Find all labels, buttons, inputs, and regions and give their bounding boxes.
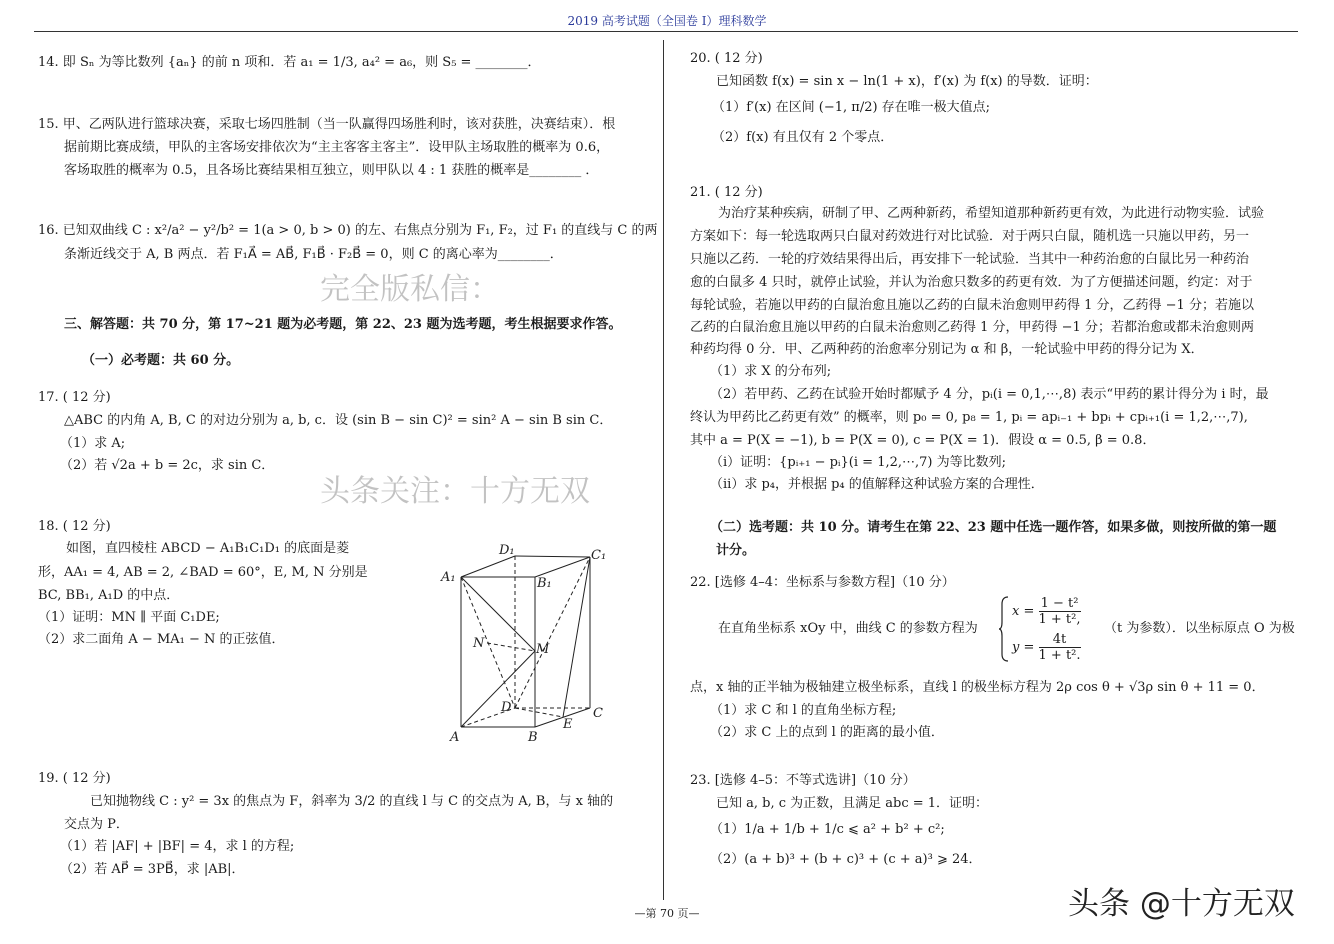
question-21-subpart: （i）证明：{pᵢ₊₁ − pᵢ}(i = 1,2,⋯,7) 为等比数列; xyxy=(710,455,1006,470)
label-M: M xyxy=(536,642,550,657)
question-21-line: 其中 a = P(X = −1), b = P(X = 0), c = P(X = 1)．假设 α = 0.5, β = 0.8． xyxy=(690,433,1156,448)
question-14: 14. 即 Sₙ 为等比数列 {aₙ} 的前 n 项和．若 a₁ = 1/3, a₄² = a₆，则 S₅ = ________． xyxy=(38,55,541,70)
subsection-heading: （一）必考题：共 60 分。 xyxy=(82,353,240,368)
question-22-part: （2）求 C 上的点到 l 的距离的最小值． xyxy=(710,725,944,740)
header-divider xyxy=(34,31,1298,32)
question-22-lead: 在直角坐标系 xOy 中，曲线 C 的参数方程为 xyxy=(718,621,978,636)
param-y: y = $\frac{4t}{\text{1 + t².}}$ xyxy=(1012,632,1081,663)
question-18-title: 18. ( 12 分) xyxy=(38,519,111,534)
question-19-title: 19. ( 12 分) xyxy=(38,771,111,786)
question-21-line: 只施以乙药．一轮的疗效结果得出后，再安排下一轮试验．当其中一种药治愈的白鼠比另一种药治 xyxy=(690,252,1250,267)
label-C1: C₁ xyxy=(591,548,607,563)
question-17-line: △ABC 的内角 A, B, C 的对边分别为 a, b, c．设 (sin B − sin C)² = sin² A − sin B sin C． xyxy=(64,413,613,428)
question-21-line: 种药均得 0 分．甲、乙两种药的治愈率分别记为 α 和 β，一轮试验中甲药的得分记为 X． xyxy=(690,342,1204,357)
column-divider xyxy=(663,40,664,900)
param-x: x = $\frac{\text{1 − t²}}{\text{1 + t²,}}$ xyxy=(1012,596,1081,627)
label-C: C xyxy=(593,706,603,721)
question-20-part: （1）f′(x) 在区间 (−1, π/2) 存在唯一极大值点; xyxy=(712,100,991,115)
question-19-part: （2）若 AP⃗ = 3PB⃗，求 |AB|． xyxy=(60,862,245,877)
question-19-line: 已知抛物线 C : y² = 3x 的焦点为 F，斜率为 3/2 的直线 l 与 C 的交点为 A, B，与 x 轴的 xyxy=(90,794,614,809)
prism-figure xyxy=(425,535,625,750)
question-21-line: 为治疗某种疾病，研制了甲、乙两种新药，希望知道那种新药更有效，为此进行动物实验．试验 xyxy=(718,206,1265,221)
page-header: 2019 高考试题（全国卷 I）理科数学 xyxy=(567,14,767,28)
question-15-line: 15. 甲、乙两队进行篮球决赛，采取七场四胜制（当一队赢得四场胜利时，该对获胜，决赛结束）．根 xyxy=(38,117,616,132)
subsection-heading: 计分。 xyxy=(716,543,756,558)
question-17-part: （2）若 √2a + b = 2c，求 sin C． xyxy=(60,458,275,473)
watermark-line2: 完全版私信： xyxy=(320,272,500,307)
question-21-part: （2）若甲药、乙药在试验开始时都赋予 4 分，pᵢ(i = 0,1,⋯,8) 表示“甲药的累计得分为 i 时，最 xyxy=(710,387,1269,402)
label-D1: D₁ xyxy=(499,543,515,558)
label-B1: B₁ xyxy=(537,576,552,591)
question-22-tail: （t 为参数）．以坐标原点 O 为极 xyxy=(1104,621,1295,636)
question-22-part: （1）求 C 和 l 的直角坐标方程; xyxy=(710,703,897,718)
question-17-title: 17. ( 12 分) xyxy=(38,390,111,405)
question-18-line: 如图，直四棱柱 ABCD − A₁B₁C₁D₁ 的底面是菱 xyxy=(66,541,350,556)
question-16-line: 16. 已知双曲线 C : x²/a² − y²/b² = 1(a > 0, b > 0) 的左、右焦点分别为 F₁, F₂，过 F₁ 的直线与 C 的两 xyxy=(38,223,658,238)
question-21-line: 乙药的白鼠治愈且施以甲药的白鼠未治愈则乙药得 1 分，甲药得 −1 分；若都治愈或都未治愈则两 xyxy=(690,320,1254,335)
question-21-line: 每轮试验，若施以甲药的白鼠治愈且施以乙药的白鼠未治愈则甲药得 1 分，乙药得 −1 分；若施以 xyxy=(690,298,1254,313)
question-20-title: 20. ( 12 分) xyxy=(690,51,763,66)
question-21-subpart: （ii）求 p₄，并根据 p₄ 的值解释这种试验方案的合理性． xyxy=(710,477,1044,492)
label-A: A xyxy=(450,730,460,745)
question-17-part: （1）求 A; xyxy=(60,436,126,451)
brand-watermark: 头条 @十方无双 xyxy=(1068,886,1295,922)
label-D: D xyxy=(501,700,512,715)
question-18-line: BC, BB₁, A₁D 的中点． xyxy=(38,588,180,603)
question-22-title: 22. [选修 4–4：坐标系与参数方程]（10 分） xyxy=(690,575,955,590)
question-22-line: 点，x 轴的正半轴为极轴建立极坐标系，直线 l 的极坐标方程为 2ρ cos θ + √3ρ sin θ + 11 = 0． xyxy=(690,680,1265,695)
question-21-line: 方案如下：每一轮选取两只白鼠对药效进行对比试验．对于两只白鼠，随机选一只施以甲药，另一 xyxy=(690,229,1250,244)
question-23-part: （2）(a + b)³ + (b + c)³ + (c + a)³ ⩾ 24． xyxy=(710,852,982,867)
question-21-line: 终认为甲药比乙药更有效” 的概率，则 p₀ = 0, p₈ = 1, pᵢ = apᵢ₋₁ + bpᵢ + cpᵢ₊₁(i = 1,2,⋯,7), xyxy=(690,410,1248,425)
question-16-line: 条渐近线交于 A, B 两点．若 F₁A⃗ = AB⃗, F₁B⃗ · F₂B⃗ = 0，则 C 的离心率为________． xyxy=(64,247,563,262)
question-21-line: 愈的白鼠多 4 只时，就停止试验，并认为治愈只数多的药更有效．为了方便描述问题，约定：对于 xyxy=(690,275,1253,290)
watermark-line1: 头条关注：十方无双 xyxy=(320,474,590,509)
question-20-part: （2）f(x) 有且仅有 2 个零点． xyxy=(712,130,894,145)
brace-icon xyxy=(998,596,1010,662)
question-19-line: 交点为 P． xyxy=(64,817,129,832)
question-21-part: （1）求 X 的分布列; xyxy=(710,364,832,379)
question-18-part: （1）证明：MN ∥ 平面 C₁DE; xyxy=(38,610,220,625)
question-20-line: 已知函数 f(x) = sin x − ln(1 + x)，f′(x) 为 f(x) 的导数．证明： xyxy=(716,74,1098,89)
question-19-part: （1）若 |AF| + |BF| = 4，求 l 的方程; xyxy=(60,839,295,854)
question-23-part: （1）1/a + 1/b + 1/c ⩽ a² + b² + c²; xyxy=(710,822,945,837)
label-A1: A₁ xyxy=(441,570,456,585)
question-23-line: 已知 a, b, c 为正数，且满足 abc = 1．证明： xyxy=(716,796,989,811)
page-number: —第 70 页— xyxy=(634,907,700,920)
question-21-title: 21. ( 12 分) xyxy=(690,185,763,200)
subsection-heading: （二）选考题：共 10 分。请考生在第 22、23 题中任选一题作答，如果多做，则按所做的第一题 xyxy=(710,520,1277,535)
question-23-title: 23. [选修 4–5：不等式选讲]（10 分） xyxy=(690,773,916,788)
question-15-line: 客场取胜的概率为 0.5，且各场比赛结果相互独立，则甲队以 4 : 1 获胜的概率是________ ． xyxy=(64,163,599,178)
label-E: E xyxy=(563,717,573,732)
question-18-part: （2）求二面角 A − MA₁ − N 的正弦值． xyxy=(38,632,285,647)
section-heading: 三、解答题：共 70 分，第 17~21 题为必考题，第 22、23 题为选考题，考生根据要求作答。 xyxy=(64,317,622,332)
label-B: B xyxy=(528,730,538,745)
label-N: N xyxy=(473,636,485,651)
question-18-line: 形，AA₁ = 4, AB = 2, ∠BAD = 60°，E, M, N 分别是 xyxy=(38,565,368,580)
question-15-line: 据前期比赛成绩，甲队的主客场安排依次为“主主客客主客主”．设甲队主场取胜的概率为 0.6， xyxy=(64,140,610,155)
